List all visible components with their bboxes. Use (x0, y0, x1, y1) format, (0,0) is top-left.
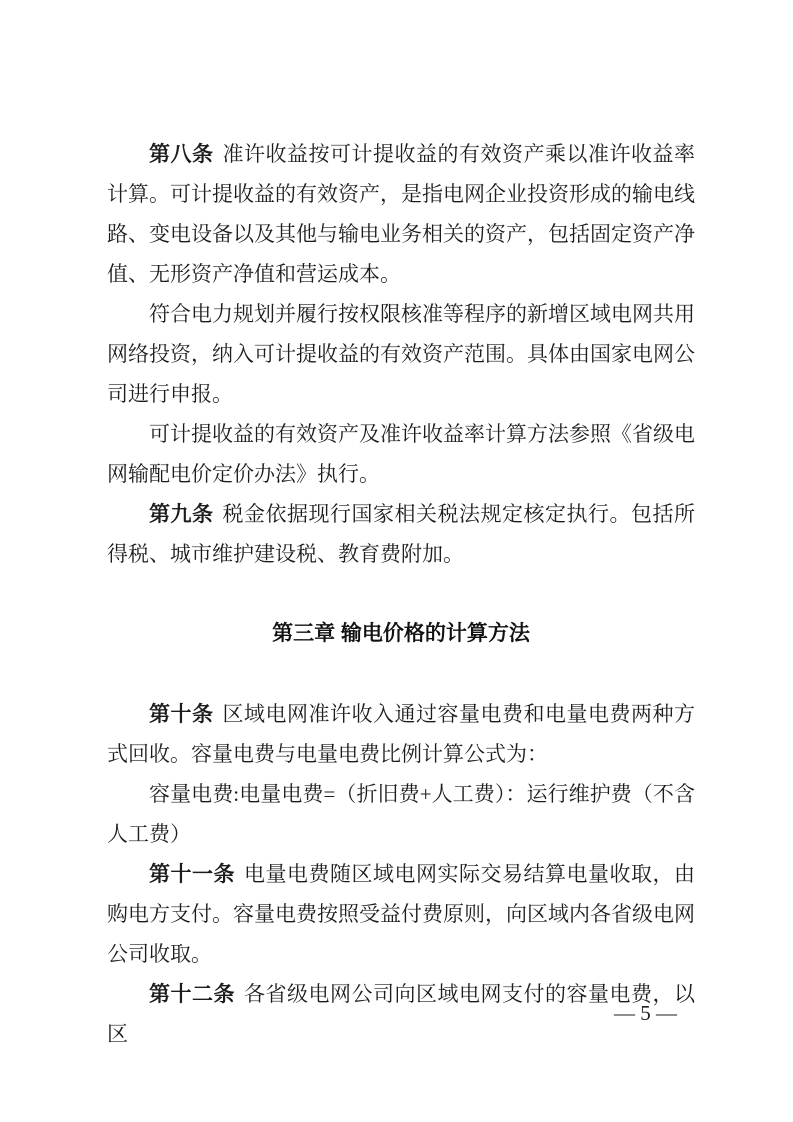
article-number: 第八条 (149, 142, 214, 166)
paragraph-article-9 (107, 494, 695, 574)
paragraph-text: 可计提收益的有效资产及准许收益率计算方法参照《省级电网输配电价定价办法》执行。 (107, 422, 695, 486)
document-content (107, 134, 695, 1054)
paragraph-text: 电量电费随区域电网实际交易结算电量收取，由购电方支付。容量电费按照受益付费原则，向区域内各省级电网公司收取。 (107, 862, 695, 966)
chapter-heading: 第三章 输电价格的计算方法 (272, 622, 530, 645)
article-number: 第十一条 (149, 862, 235, 886)
paragraph-text: 准许收益按可计提收益的有效资产乘以准许收益率计算。可计提收益的有效资产，是指电网企业投资形成的输电线路、变电设备以及其他与输电业务相关的资产，包括固定资产净值、无形资产净值和营运成本。 (107, 142, 695, 286)
paragraph-article-10 (107, 694, 695, 774)
paragraph-text: 各省级电网公司向区域电网支付的容量电费，以区 (107, 982, 695, 1046)
article-number: 第十二条 (149, 982, 235, 1006)
paragraph-article-12 (107, 974, 695, 1054)
paragraph-text: 容量电费:电量电费=（折旧费+人工费）：运行维护费（不含人工费） (107, 782, 695, 846)
paragraph-article-8 (107, 134, 695, 294)
paragraph-asset-scope (107, 294, 695, 414)
paragraph-text: 区域电网准许收入通过容量电费和电量电费两种方式回收。容量电费与电量电费比例计算公式为： (107, 702, 695, 766)
article-number: 第九条 (149, 502, 214, 526)
page-number: — 5 — (614, 1001, 677, 1025)
paragraph-formula (107, 774, 695, 854)
paragraph-text: 符合电力规划并履行按权限核准等程序的新增区域电网共用网络投资，纳入可计提收益的有效资产范围。具体由国家电网公司进行申报。 (107, 302, 695, 406)
paragraph-text: 税金依据现行国家相关税法规定核定执行。包括所得税、城市维护建设税、教育费附加。 (107, 502, 695, 566)
paragraph-method-reference (107, 414, 695, 494)
article-number: 第十条 (149, 702, 214, 726)
paragraph-article-11 (107, 854, 695, 974)
